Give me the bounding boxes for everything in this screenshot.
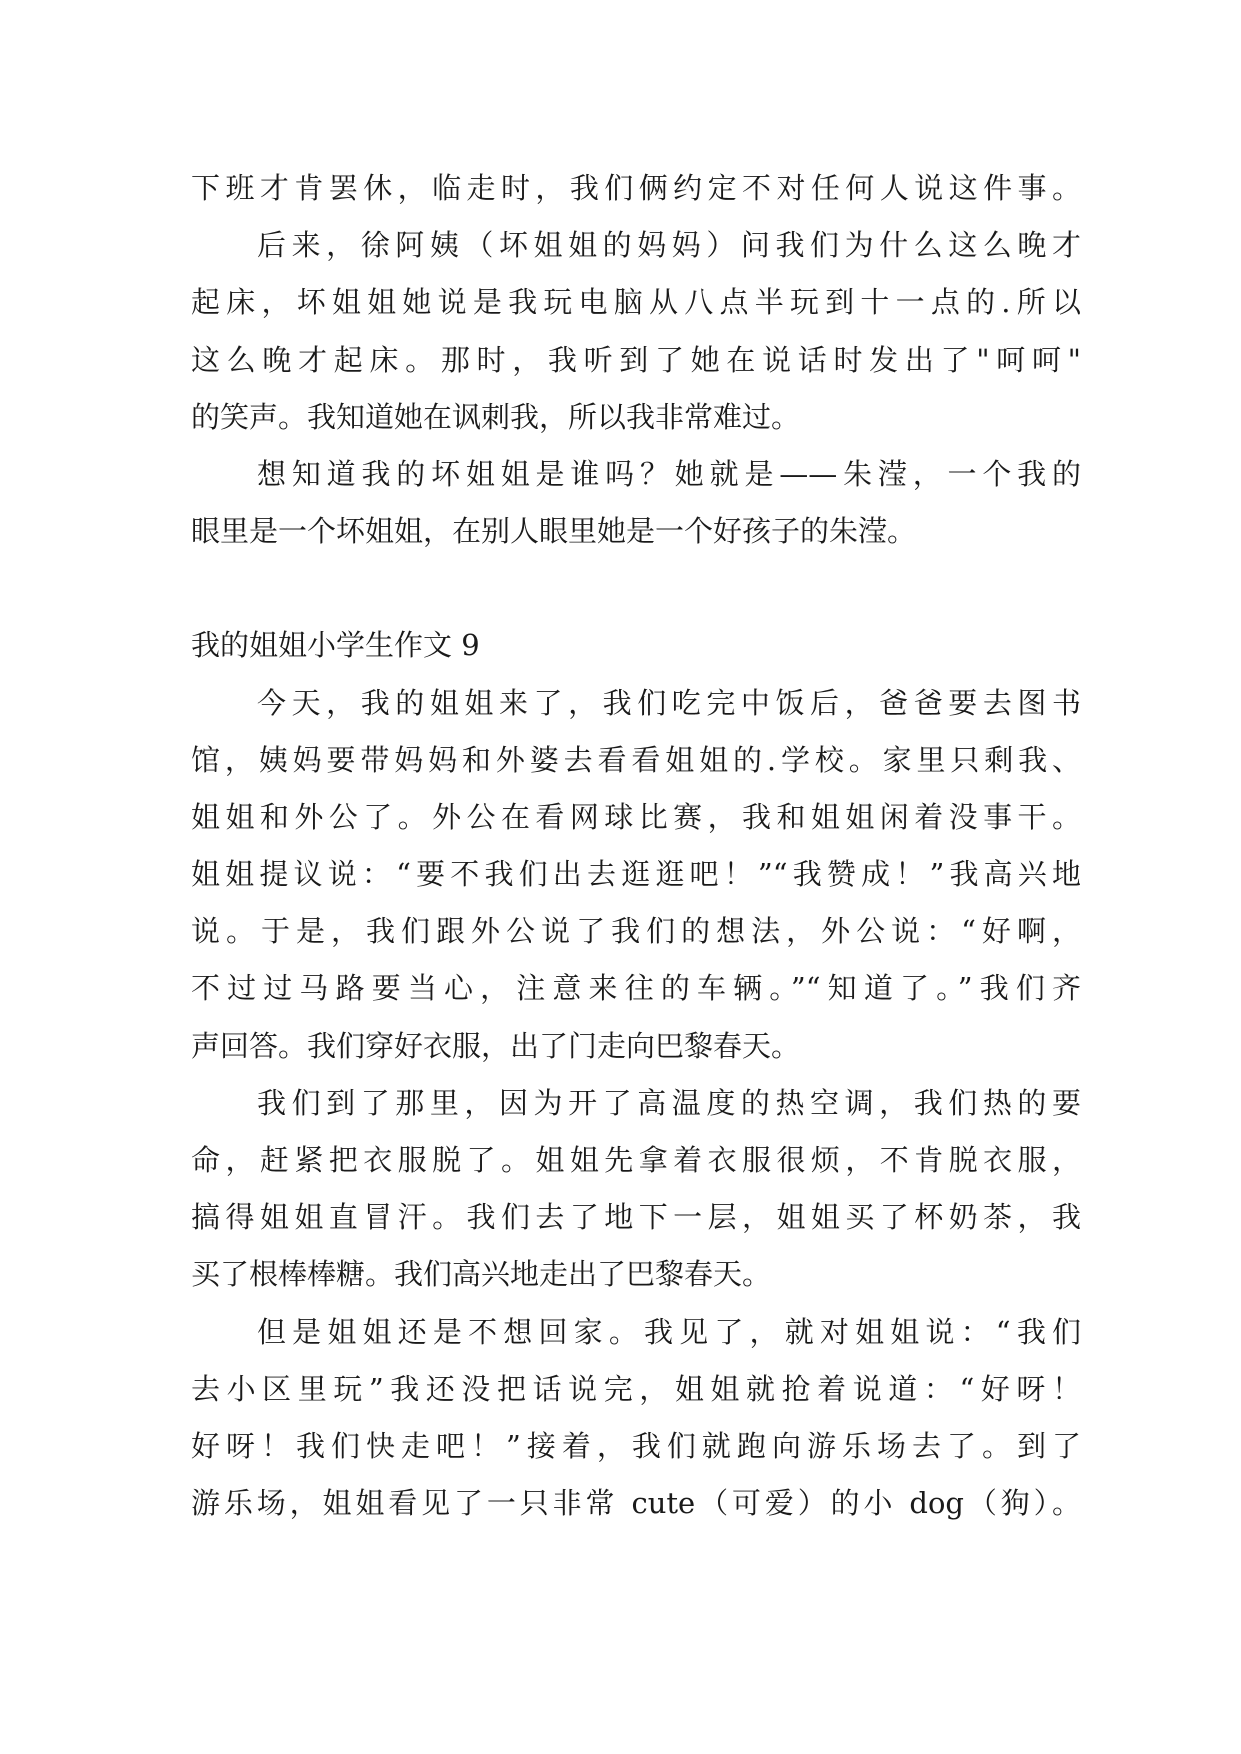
paragraph-line: 好呀！我们快走吧！”接着，我们就跑向游乐场去了。到了 [191,1428,1081,1463]
paragraph-line: 馆，姨妈要带妈妈和外婆去看看姐姐的.学校。家里只剩我、 [191,742,1081,777]
paragraph-line: 想知道我的坏姐姐是谁吗？她就是——朱滢，一个我的 [257,456,1081,491]
paragraph-line: 我们到了那里，因为开了高温度的热空调，我们热的要 [257,1085,1081,1120]
paragraph-line: 姐姐提议说：“要不我们出去逛逛吧！”“我赞成！”我高兴地 [191,857,1081,892]
section-gap [191,560,1081,617]
paragraph-line: 今天，我的姐姐来了，我们吃完中饭后，爸爸要去图书 [257,685,1081,720]
paragraph-line: 起床，坏姐姐她说是我玩电脑从八点半玩到十一点的.所以 [191,285,1081,320]
paragraph-line: 不过过马路要当心，注意来往的车辆。”“知道了。”我们齐 [191,971,1081,1006]
paragraph-line: 去小区里玩”我还没把话说完，姐姐就抢着说道：“好呀！ [191,1371,1081,1406]
paragraph-line: 姐姐和外公了。外公在看网球比赛，我和姐姐闲着没事干。 [191,799,1081,834]
paragraph-line: 但是姐姐还是不想回家。我见了，就对姐姐说：“我们 [257,1314,1081,1349]
paragraph-line: 游乐场，姐姐看见了一只非常 cute（可爱）的小 dog（狗）。 [191,1486,1081,1521]
paragraph-line: 这么晚才起床。那时，我听到了她在说话时发出了"呵呵" [191,342,1081,377]
document-body [191,160,1081,1532]
paragraph-line: 眼里是一个坏姐姐，在别人眼里她是一个好孩子的朱滢。 [191,514,917,549]
paragraph-line: 声回答。我们穿好衣服，出了门走向巴黎春天。 [191,1028,801,1063]
paragraph-line: 买了根棒棒糖。我们高兴地走出了巴黎春天。 [191,1257,772,1292]
paragraph-line: 命，赶紧把衣服脱了。姐姐先拿着衣服很烦，不肯脱衣服， [191,1143,1081,1177]
paragraph-line: 后来，徐阿姨（坏姐姐的妈妈）问我们为什么这么晚才 [257,228,1081,263]
essay-title: 我的姐姐小学生作文 9 [191,628,480,663]
paragraph-line: 下班才肯罢休，临走时，我们俩约定不对任何人说这件事。 [191,171,1081,205]
paragraph-line: 说。于是，我们跟外公说了我们的想法，外公说：“好啊， [191,914,1081,949]
paragraph-line: 的笑声。我知道她在讽刺我，所以我非常难过。 [191,399,801,434]
paragraph-line: 搞得姐姐直冒汗。我们去了地下一层，姐姐买了杯奶茶，我 [191,1200,1081,1235]
